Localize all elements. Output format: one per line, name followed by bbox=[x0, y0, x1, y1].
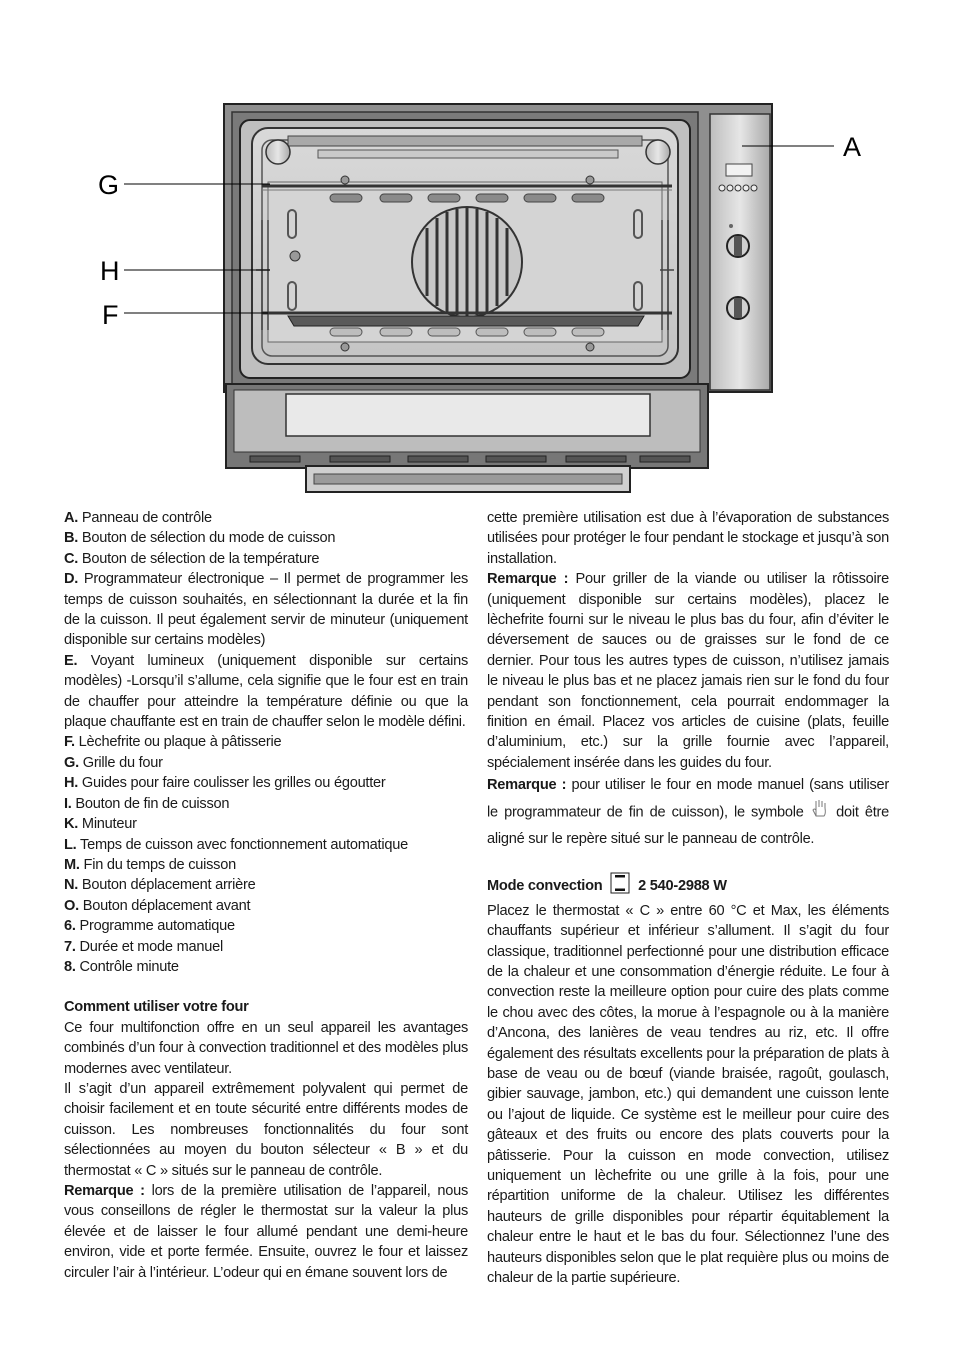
legend-key: 8. bbox=[64, 958, 76, 975]
left-column bbox=[64, 508, 468, 1283]
legend-key: H. bbox=[64, 775, 79, 792]
usage-paragraph-1: Ce four multifonction offre en un seul appareil les avantages combinés d’un four à convection traditionnel et des modèles plus modernes avec ventilateur. bbox=[64, 1019, 468, 1077]
usage-note-2 bbox=[487, 569, 889, 773]
legend-key: F. bbox=[64, 734, 75, 751]
usage-note-3 bbox=[487, 773, 889, 852]
legend-key: N. bbox=[64, 877, 79, 894]
convection-title: Mode convection bbox=[487, 878, 603, 895]
legend-text: Programme automatique bbox=[79, 918, 235, 935]
legend-key: 7. bbox=[64, 938, 76, 955]
legend-item bbox=[64, 937, 468, 957]
legend-item bbox=[64, 896, 468, 916]
legend-text: Bouton de fin de cuisson bbox=[75, 795, 230, 812]
legend-item bbox=[64, 794, 468, 814]
note-text-after-icon: doit être aligné sur le repère situé sur le panneau de contrôle. bbox=[487, 804, 890, 848]
legend-text: Temps de cuisson avec fonctionnement automatique bbox=[80, 836, 408, 853]
oven-illustration bbox=[0, 0, 954, 500]
legend-item bbox=[64, 835, 468, 855]
legend-item bbox=[64, 916, 468, 936]
legend-text: Contrôle minute bbox=[79, 958, 179, 975]
legend-item bbox=[64, 957, 468, 977]
legend-key: C. bbox=[64, 550, 79, 567]
legend-key: M. bbox=[64, 856, 80, 873]
note-text: Pour griller de la viande ou utiliser la rôtissoire (uniquement disponible sur certains modèles), placez le lèchefrite fourni sur le niveau le plus bas du four, afin d’éviter le déversement de sauces ou de graisses sur le fond de ce dernier. Pour tous les autres types de cuisson, n’utilisez jamais le niveau le plus bas et ne placez jamais rien sur le fond du four pendant son fonctionnement, cela pourrait endommager la finition en émail. Placez vos articles de cuisine (plats, feuille d’aluminium, etc.) sur la grille fournie avec l’appareil, spécialement insérée dans les guides du four. bbox=[487, 571, 889, 771]
oven-door bbox=[226, 384, 708, 492]
legend-text: Panneau de contrôle bbox=[81, 510, 212, 526]
legend-key: G. bbox=[64, 754, 79, 771]
legend-key: A. bbox=[64, 510, 79, 526]
legend-text: Voyant lumineux (uniquement disponible sur certains modèles) -Lorsqu’il s’allume, cela signifie que le four est en train de chauffer pour atteindre la température définie ou que la plaque chauffante est en train de chauffer selon le modèle défini. bbox=[64, 652, 468, 731]
legend-item bbox=[64, 549, 468, 569]
usage-note-1 bbox=[64, 1181, 468, 1283]
legend-item bbox=[64, 732, 468, 752]
callout-label-h: H bbox=[100, 256, 120, 286]
control-panel bbox=[710, 114, 770, 390]
legend-item bbox=[64, 569, 468, 651]
legend-key: K. bbox=[64, 816, 79, 833]
legend-text: Bouton déplacement arrière bbox=[81, 877, 256, 894]
legend-key: B. bbox=[64, 530, 79, 547]
legend-item bbox=[64, 814, 468, 834]
legend-text: Lèchefrite ou plaque à pâtisserie bbox=[78, 734, 282, 751]
note-label: Remarque : bbox=[487, 777, 567, 794]
hand-icon bbox=[810, 798, 830, 827]
legend-text: Programmateur électronique – Il permet de programmer les temps de cuisson souhaités, en sélectionnant la durée et la fin de la cuisson. Il peut également servir de minuteur (uniquement disponible sur certains modèles) bbox=[64, 571, 468, 649]
fan-cover bbox=[412, 207, 522, 317]
note-label: Remarque : bbox=[64, 1183, 145, 1199]
note-text-before-icon: pour utiliser le four en mode manuel (sans utiliser le programmateur de fin de cuisson), le symbole bbox=[487, 777, 889, 821]
legend-item bbox=[64, 773, 468, 793]
legend-text: Bouton de sélection du mode de cuisson bbox=[81, 530, 336, 547]
note-label: Remarque : bbox=[487, 571, 569, 588]
convection-paragraph: Placez le thermostat « C » entre 60 °C et Max, les éléments chauffants supérieur et inférieur s’allument. Il s’agit du four classique, traditionnel perfectionné pour une distribution efficace de la chaleur et une consommation d’énergie réduite. Le four à convection reste la meilleure option pour cuire des plats comme le chou avec des côtes, la morue à l’espagnole ou à la manière d’Ancona, des lanières de veau tendres au riz, etc. Il offre également des résultats excellents pour la préparation de plats à base de veau ou de bœuf (viande braisée, ragoût, goulasch, gibier sauvage, jambon, etc.) qui demandent une cuisson lente ou l’ajout de liquide. Ce système est le meilleur pour cuire des gâteaux et des fruits ou encore des plats couverts pour la pâtisserie. Pour la cuisson en mode convection, utilisez uniquement un lèchefrite ou une grille à la fois, pour une répartition uniforme de la chaleur. Utilisez les différentes hauteurs de grille disponibles pour répartir équitablement la chaleur entre le haut et le bas du four. Sélectionnez l’une des hauteurs disponibles selon que le plat requière plus ou moins de chaleur de la partie supérieure. bbox=[487, 902, 889, 1286]
legend-text: Minuteur bbox=[81, 816, 137, 833]
usage-heading: Comment utiliser votre four bbox=[64, 999, 249, 1016]
convection-power: 2 540-2988 W bbox=[638, 878, 727, 895]
legend-key: E. bbox=[64, 652, 78, 669]
oven-diagram bbox=[0, 0, 954, 500]
legend-key: 6. bbox=[64, 918, 76, 935]
usage-paragraph-2: Il s’agit d’un appareil extrêmement polyvalent qui permet de choisir facilement et en toute sécurité entre différents modes de cuisson. Les nombreuses fonctionnalités du four sont sélectionnées au moyen du bouton sélecteur « B » et du thermostat « C » situés sur le panneau de contrôle. bbox=[64, 1080, 468, 1179]
legend-key: L. bbox=[64, 836, 77, 853]
usage-note-1-continued: cette première utilisation est due à l’évaporation de substances utilisées pour protéger le four pendant le stockage et jusqu’à son installation. bbox=[487, 510, 889, 567]
legend-item bbox=[64, 855, 468, 875]
right-column bbox=[487, 508, 889, 1288]
legend-item bbox=[64, 875, 468, 895]
callout-label-g: G bbox=[98, 170, 120, 200]
legend-item bbox=[64, 528, 468, 548]
legend-text: Durée et mode manuel bbox=[79, 938, 223, 955]
top-bottom-heat-icon bbox=[610, 872, 630, 900]
legend-item bbox=[64, 508, 468, 528]
legend-text: Bouton de sélection de la température bbox=[81, 550, 320, 567]
callout-label-f: F bbox=[102, 300, 119, 330]
legend-text: Bouton déplacement avant bbox=[82, 897, 251, 914]
legend-text: Guides pour faire coulisser les grilles ou égoutter bbox=[81, 775, 386, 792]
legend-list bbox=[64, 508, 468, 977]
legend-key: I. bbox=[64, 795, 72, 812]
legend-key: D. bbox=[64, 571, 79, 588]
legend-text: Fin du temps de cuisson bbox=[83, 856, 236, 873]
legend-item bbox=[64, 651, 468, 733]
callout-label-a: A bbox=[843, 132, 862, 162]
legend-text: Grille du four bbox=[82, 754, 163, 771]
note-text: lors de la première utilisation de l’appareil, nous vous conseillons de régler le thermostat sur la valeur la plus élevée et de laisser le four allumé pendant une demi-heure environ, vide et porte fermée. Ensuite, ouvrez le four et laissez circuler l’air à l’intérieur. L’odeur qui en émane souvent lors de bbox=[64, 1183, 468, 1281]
legend-item bbox=[64, 753, 468, 773]
convection-heading bbox=[487, 872, 889, 900]
legend-key: O. bbox=[64, 897, 79, 914]
